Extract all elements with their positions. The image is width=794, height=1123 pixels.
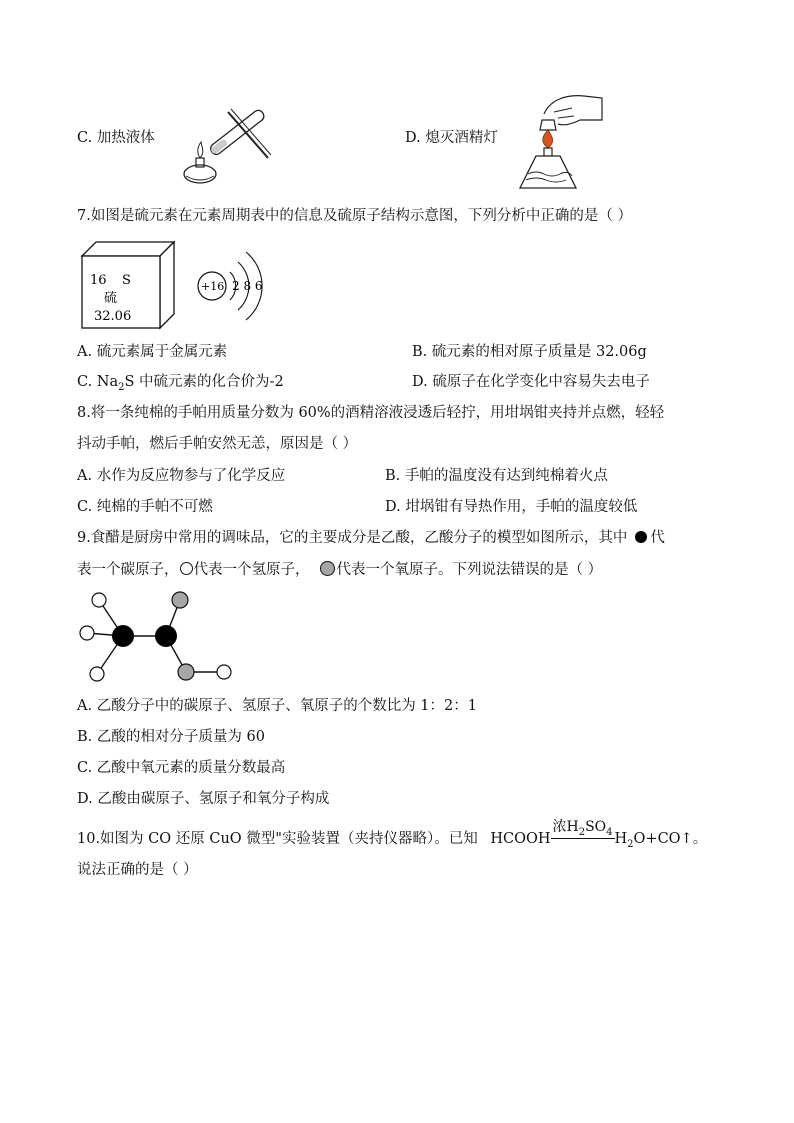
sulfur-element-card (78, 238, 178, 332)
svg-text:16: 16 (90, 273, 107, 288)
q9-option-d: D. 乙酸由碳原子、氢原子和氧分子构成 (77, 791, 330, 807)
hydrogen-atom-icon (180, 562, 193, 575)
q8-option-b: B. 手帕的温度没有达到纯棉着火点 (385, 468, 608, 484)
q7-option-b: B. 硫元素的相对原子质量是 32.06g (412, 344, 647, 360)
q6-option-c: C. 加热液体 (77, 130, 155, 146)
q7-option-d: D. 硫原子在化学变化中容易失去电子 (412, 374, 650, 390)
reaction-arrow-line (551, 838, 615, 839)
svg-text:+16: +16 (201, 280, 225, 293)
q9-option-a: A. 乙酸分子中的碳原子、氢原子、氧原子的个数比为 1：2：1 (77, 698, 477, 714)
svg-text:硫: 硫 (104, 291, 118, 306)
q8-stem-line1: 8.将一条纯棉的手帕用质量分数为 60%的酒精溶液浸透后轻拧，用坩埚钳夹持并点燃，轻轻 (77, 405, 665, 421)
q9-stem-line2: 表一个碳原子， 代表一个氢原子， 代表一个氧原子。下列说法错误的是（ ） (77, 562, 603, 578)
flame-icon (543, 130, 553, 148)
svg-text:32.06: 32.06 (94, 309, 132, 324)
svg-text:2 8 6: 2 8 6 (232, 279, 263, 293)
q7-option-c: C. $Na_2S$ 中硫元素的化合价为-2 (77, 374, 284, 393)
q10-stem-line1: 10.如图为 CO 还原 CuO 微型"实验装置（夹持仪器略）。已知 HCOOH 浓$H_2SO_4$ $H_2O+CO↑$。 (77, 819, 708, 850)
q7-stem: 7.如图是硫元素在元素周期表中的信息及硫原子结构示意图，下列分析中正确的是（ ） (77, 208, 632, 224)
extinguish-lamp-illustration (514, 90, 606, 192)
oxygen-atom-icon (320, 561, 335, 576)
chemical-equation: HCOOH 浓$H_2SO_4$ $H_2O+CO↑$。 (490, 819, 708, 850)
q8-stem-line2: 抖动手帕，燃后手帕安然无恙，原因是（ ） (77, 436, 358, 452)
acetic-acid-molecule-model (76, 588, 240, 688)
q6-option-d: D. 熄灭酒精灯 (405, 130, 498, 146)
sulfur-atom-structure-diagram (194, 242, 274, 330)
q9-option-b: B. 乙酸的相对分子质量为 60 (77, 729, 265, 745)
svg-text:S: S (122, 273, 131, 288)
q8-option-d: D. 坩埚钳有导热作用，手帕的温度较低 (385, 499, 638, 515)
q7-option-a: A. 硫元素属于金属元素 (77, 344, 228, 360)
q8-option-a: A. 水作为反应物参与了化学反应 (77, 468, 286, 484)
q9-stem-line1: 9.食醋是厨房中常用的调味品，它的主要成分是乙酸，乙酸分子的模型如图所示，其中 代 (77, 530, 665, 546)
heating-liquid-illustration (176, 94, 276, 190)
q10-stem-line2: 说法正确的是（ ） (77, 862, 198, 878)
carbon-atom-icon (635, 531, 647, 543)
q9-option-c: C. 乙酸中氧元素的质量分数最高 (77, 760, 286, 776)
q8-option-c: C. 纯棉的手帕不可燃 (77, 499, 213, 515)
reaction-condition: 浓$H_2SO_4$ (552, 819, 613, 838)
